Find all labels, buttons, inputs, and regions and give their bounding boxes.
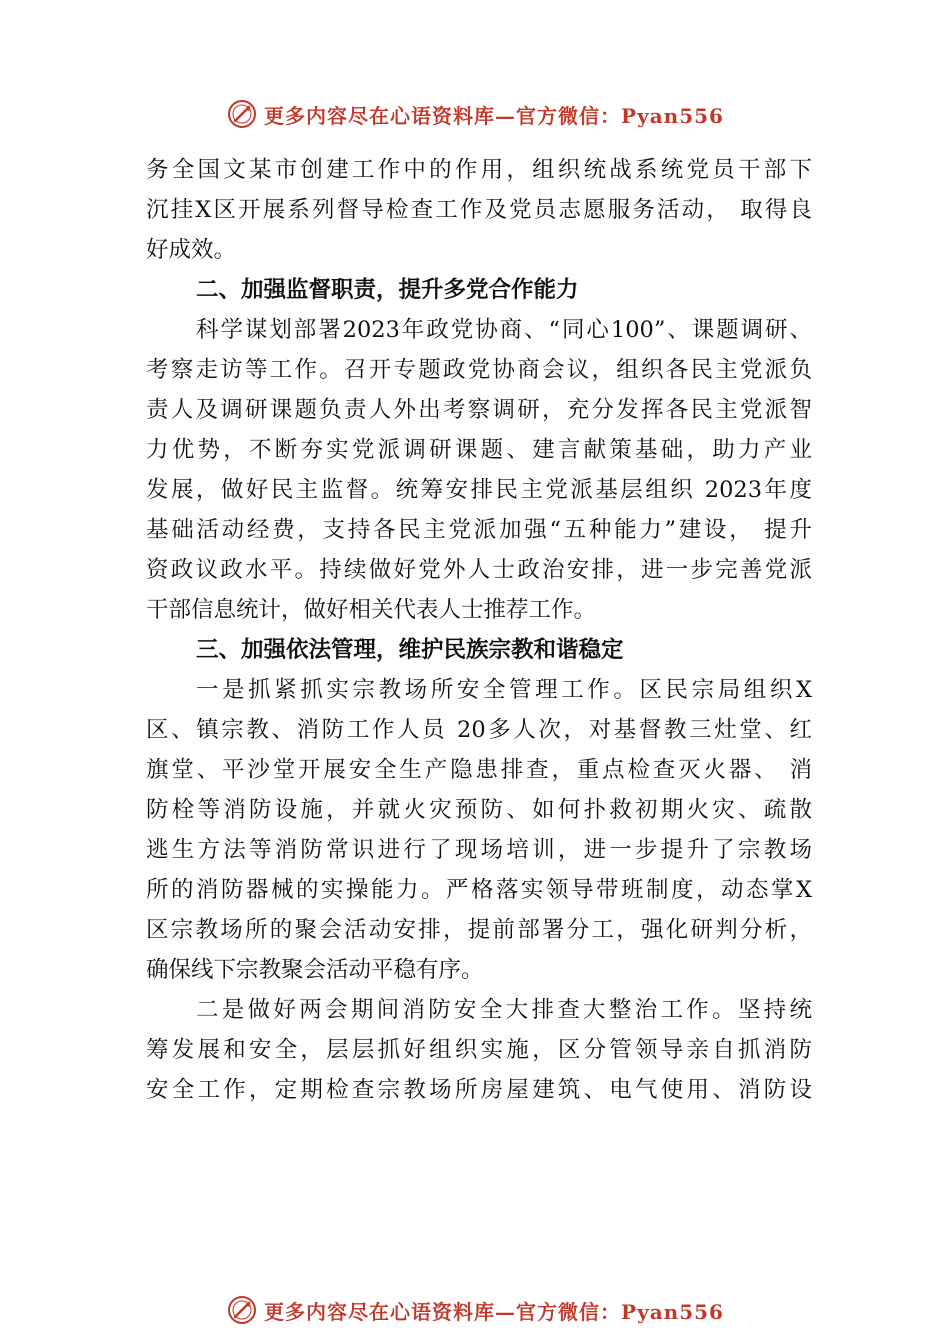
text-line: 基础活动经费，支持各民主党派加强“五种能力”建设， 提升 xyxy=(146,517,812,543)
text-line: 考察走访等工作。召开专题政党协商会议，组织各民主党派负 xyxy=(146,357,812,383)
text-line: 一是抓紧抓实宗教场所安全管理工作。区民宗局组织X xyxy=(196,677,812,703)
paragraph xyxy=(146,150,812,270)
seal-logo-icon xyxy=(226,1294,258,1326)
header-banner-text: 更多内容尽在心语资料库—官方微信：Pyan556 xyxy=(264,103,724,128)
footer-banner-text: 更多内容尽在心语资料库—官方微信：Pyan556 xyxy=(264,1299,724,1324)
text-line: 区、镇宗教、消防工作人员 20多人次，对基督教三灶堂、红 xyxy=(146,717,812,743)
text-line: 所的消防器械的实操能力。严格落实领导带班制度，动态掌X xyxy=(146,877,812,903)
text-line: 资政议政水平。持续做好党外人士政治安排，进一步完善党派 xyxy=(146,557,812,583)
seal-logo-icon xyxy=(226,98,258,130)
text-line: 科学谋划部署2023年政党协商、“同心100”、课题调研、 xyxy=(196,317,812,343)
text-line: 旗堂、平沙堂开展安全生产隐患排查，重点检查灭火器、 消 xyxy=(146,757,812,783)
text-line: 好成效。 xyxy=(146,237,237,263)
text-line: 筹发展和安全，层层抓好组织实施，区分管领导亲自抓消防 xyxy=(146,1037,812,1063)
text-line: 务全国文某市创建工作中的作用，组织统战系统党员干部下 xyxy=(146,157,812,183)
document-body xyxy=(146,150,812,1110)
text-line: 责人及调研课题负责人外出考察调研，充分发挥各民主党派智 xyxy=(146,397,812,423)
text-line: 确保线下宗教聚会活动平稳有序。 xyxy=(146,957,484,983)
text-line: 防栓等消防设施，并就火灾预防、如何扑救初期火灾、疏散 xyxy=(146,797,812,823)
section-heading: 二、加强监督职责，提升多党合作能力 xyxy=(196,277,579,303)
text-line: 发展，做好民主监督。统筹安排民主党派基层组织 2023年度 xyxy=(146,477,812,503)
footer-banner xyxy=(0,1290,950,1330)
section-heading: 三、加强依法管理，维护民族宗教和谐稳定 xyxy=(196,637,624,663)
text-line: 二是做好两会期间消防安全大排查大整治工作。坚持统 xyxy=(196,997,812,1023)
text-line: 逃生方法等消防常识进行了现场培训，进一步提升了宗教场 xyxy=(146,837,812,863)
paragraph xyxy=(146,990,812,1110)
header-banner xyxy=(0,94,950,134)
text-line: 沉挂X区开展系列督导检查工作及党员志愿服务活动， 取得良 xyxy=(146,197,812,223)
text-line: 力优势，不断夯实党派调研课题、建言献策基础，助力产业 xyxy=(146,437,812,463)
paragraph xyxy=(146,670,812,990)
text-line: 干部信息统计，做好相关代表人士推荐工作。 xyxy=(146,597,597,623)
text-line: 区宗教场所的聚会活动安排，提前部署分工，强化研判分析， xyxy=(146,917,812,943)
text-line: 安全工作，定期检查宗教场所房屋建筑、电气使用、消防设 xyxy=(146,1077,812,1103)
paragraph xyxy=(146,310,812,630)
